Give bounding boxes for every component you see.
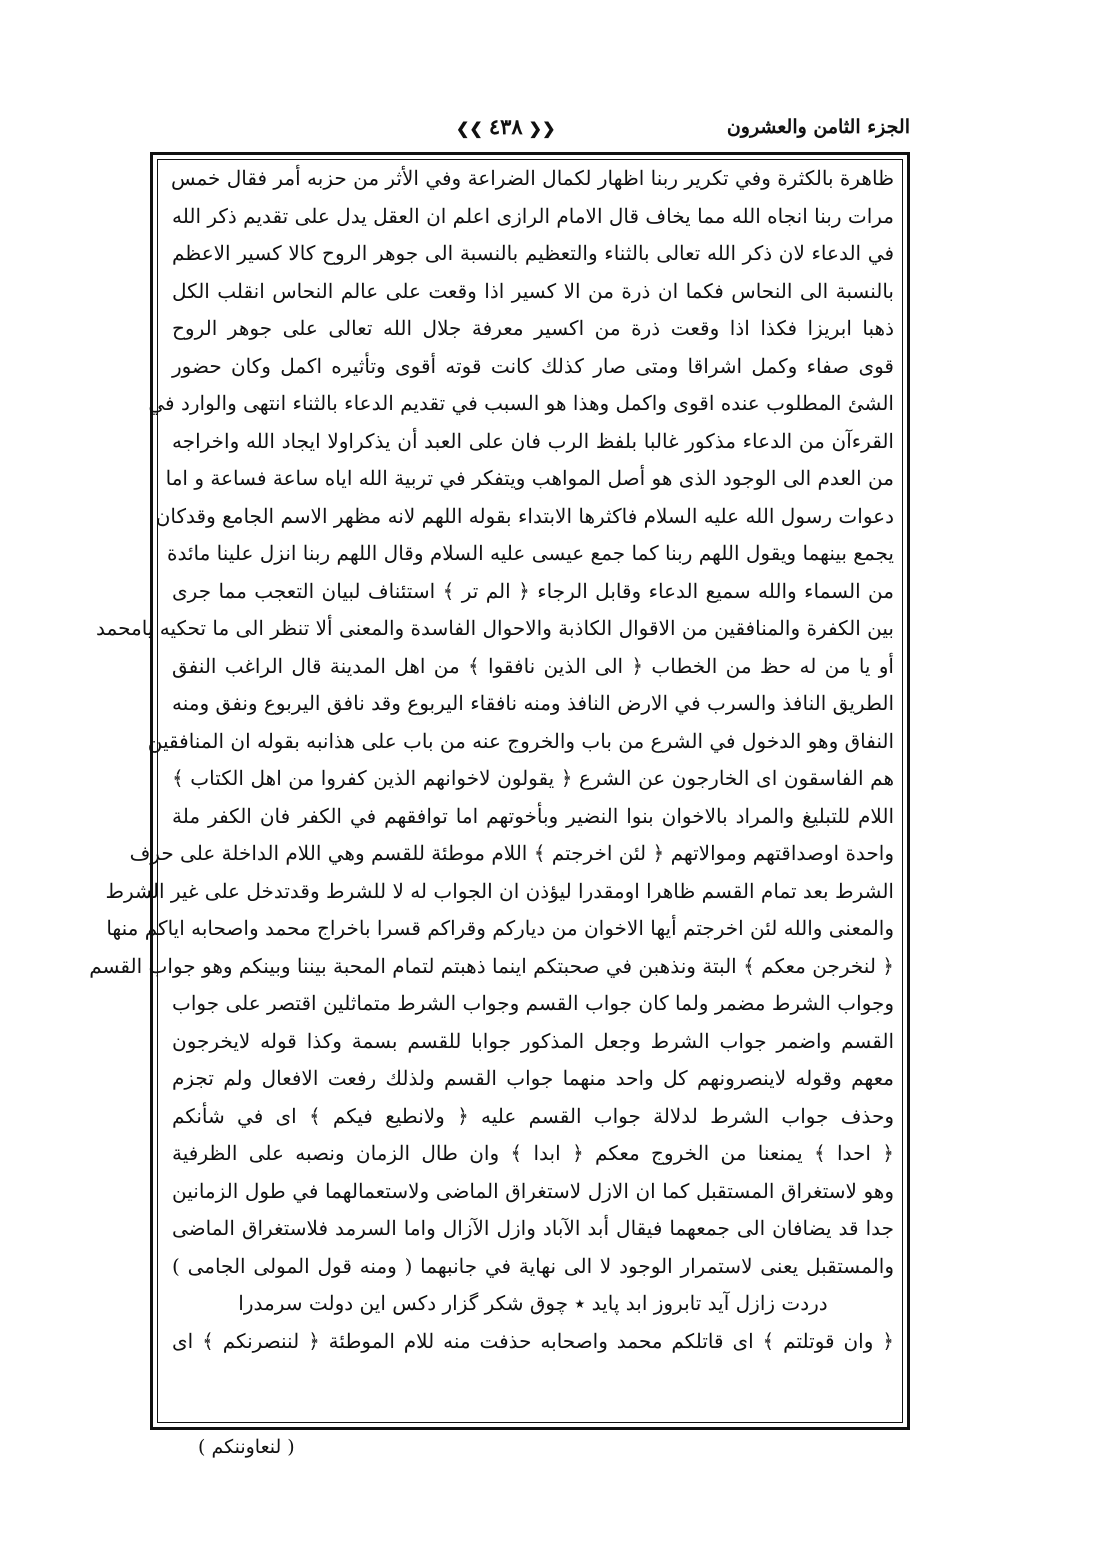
text-line: اللام للتبليغ والمراد بالاخوان بنوا النضير وبأخوتهم اما توافقهم في الكفر فان الكفر ملة (172, 803, 894, 828)
text-line: بالنسبة الى النحاس فكما ان ذرة من الا كسير اذا وقعت على عالم النحاس انقلب الكل (172, 278, 894, 303)
catchword: ( لنعاوننكم ) (198, 1436, 295, 1458)
page-header (150, 112, 910, 150)
text-line: الشرط بعد تمام القسم ظاهرا اومقدرا ليؤذن ان الجواب له لا للشرط وقدتدخل على غير الشرط (105, 878, 894, 903)
text-line: الطريق النافذ والسرب في الارض النافذ ومنه نافقاء اليربوع وقد نافق اليربوع ونفق ومنه (172, 691, 894, 715)
text-line: القسم واضمر جواب الشرط وجعل المذكور جوابا للقسم بسمة وكذا قوله لايخرجون (172, 1028, 894, 1053)
text-line: ذهبا ابريزا فكذا اذا وقعت ذرة من اكسير معرفة جلال الله تعالى على جوهر الروح (172, 316, 894, 340)
text-line: في الدعاء لان ذكر الله تعالى بالثناء والتعظيم بالنسبة الى جوهر الروح كالا كسير الاعظم (172, 241, 894, 265)
text-line: واحدة اوصداقتهم وموالاتهم ﴿ لئن اخرجتم ﴾ اللام موطئة للقسم وهي اللام الداخلة على حرف (129, 841, 894, 865)
ornament-right-icon: ❯❯ (528, 119, 556, 138)
text-line: والمعنى والله لئن اخرجتم أيها الاخوان من دياركم وقراكم قسرا باخراج محمد واصحابه اياكم منها (106, 916, 894, 940)
text-line: بين الكفرة والمنافقين من الاقوال الكاذبة والاحوال الفاسدة والمعنى ألا تنظر الى ما تحكيه يامحمد (96, 616, 894, 640)
text-line: والمستقبل يعنى لاستمرار الوجود لا الى نهاية في جانبهما ( ومنه قول المولى الجامى ) (172, 1253, 894, 1278)
persian-verse-line: دردت زازل آيد تابروز ابد پايد ٭ چوق شكر گزار دكس اين دولت سرمدرا (238, 1291, 828, 1315)
page-number: ٤٣٨ (488, 114, 523, 139)
text-line: ظاهرة بالكثرة وفي تكرير ربنا اظهار لكمال الضراعة وفي الأثر من حزبه أمر فقال خمس (170, 166, 894, 190)
text-line: قوى صفاء وكمل اشراقا ومتى صار كذلك كانت قوته أقوى وتأثيره اكمل وكان حضور (172, 353, 894, 378)
text-line: من السماء والله سميع الدعاء وقابل الرجاء ﴿ الم تر ﴾ استئناف لبيان التعجب مما جرى (172, 578, 894, 603)
text-line: النفاق وهو الدخول في الشرع من باب والخروج عنه من باب على هذانبه بقوله ان المنافقين (147, 728, 894, 753)
page-number-block (450, 114, 561, 139)
text-line: يجمع بينهما ويقول اللهم ربنا كما جمع عيسى عليه السلام وقال اللهم ربنا انزل علينا مائدة (166, 541, 894, 565)
text-line: ﴿ احدا ﴾ يمنعنا من الخروج معكم ﴿ ابدا ﴾ وان طال الزمان ونصبه على الظرفية (172, 1141, 895, 1165)
text-line: مرات ربنا انجاه الله مما يخاف قال الامام الرازى اعلم ان العقل يدل على تقديم ذكر الله (172, 203, 894, 228)
main-text-block (89, 160, 895, 1360)
text-line: وجواب الشرط مضمر ولما كان جواب القسم وجواب الشرط متماثلين اقتصر على جواب (172, 991, 894, 1015)
ornament-left-icon: ❮❮ (456, 119, 483, 138)
text-line: أو يا من له حظ من الخطاب ﴿ الى الذين نافقوا ﴾ من اهل المدينة قال الراغب النفق (172, 653, 894, 678)
text-line: وحذف جواب الشرط لدلالة جواب القسم عليه ﴿ ولانطيع فيكم ﴾ اى في شأنكم (172, 1103, 894, 1128)
text-line: وهو لاستغراق المستقبل كما ان الازل لاستغراق الماضى ولاستعمالهما في طول الزمانين (172, 1178, 894, 1203)
text-line: القرءآن من الدعاء مذكور غالبا بلفظ الرب فان على العبد أن يذكراولا ايجاد الله واخراجه (172, 428, 894, 453)
text-line: معهم وقوله لاينصرونهم كل واحد منهما جواب القسم ولذلك رفعت الافعال ولم تجزم (172, 1066, 894, 1090)
text-line: ﴿ لنخرجن معكم ﴾ البتة ونذهبن في صحبتكم اينما ذهبتم لتمام المحبة بيننا وبينكم وهو جواب القسم (89, 953, 894, 978)
text-line: دعوات رسول الله عليه السلام فاكثرها الابتداء بقوله اللهم لانه مظهر الاسم الجامع وقدكان (155, 503, 894, 528)
part-title: الجزء الثامن والعشرون (726, 116, 910, 138)
text-line: هم الفاسقون اى الخارجون عن الشرع ﴿ يقولون لاخوانهم الذين كفروا من اهل الكتاب ﴾ (172, 766, 894, 790)
text-line: ﴿ وان قوتلتم ﴾ اى قاتلكم محمد واصحابه حذفت منه للام الموطئة ﴿ لننصرنكم ﴾ اى (172, 1328, 894, 1353)
text-line: من العدم الى الوجود الذى هو أصل المواهب ويتفكر في تربية الله اياه ساعة فساعة و اما (165, 466, 894, 490)
text-line: جدا قد يضافان الى جمعهما فيقال أبد الآباد وازل الآزال واما السرمد فلاستغراق الماضى (172, 1216, 894, 1240)
text-line: الشئ المطلوب عنده اقوى واكمل وهذا هو السبب في تقديم الدعاء بالثناء انتهى والوارد في (148, 391, 894, 415)
